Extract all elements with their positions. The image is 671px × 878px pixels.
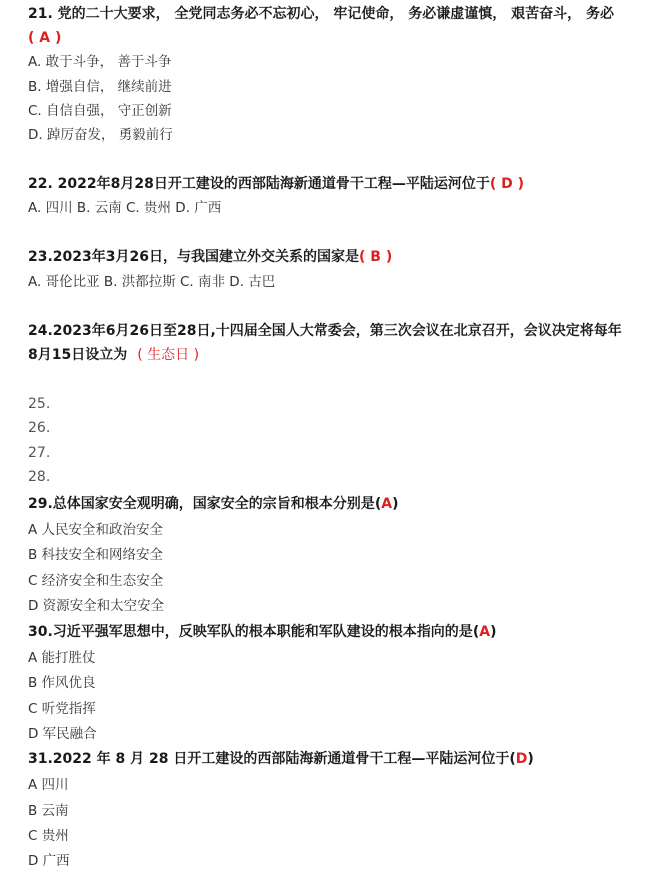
blank-25: 25. — [28, 396, 51, 412]
answer-31-close: ) — [527, 751, 534, 767]
question-21: 21. 党的二十大要求， 全党同志务必不忘初心， 牢记使命， 务必谦虚谨慎， 艰苦奋斗， 务必 — [28, 6, 615, 22]
option-21-d: D. 踔厉奋发， 勇毅前行 — [28, 127, 173, 143]
option-21-c: C. 自信自强， 守正创新 — [28, 103, 172, 119]
option-21-b: B. 增强自信， 继续前进 — [28, 79, 172, 95]
option-30-d: D 军民融合 — [28, 726, 97, 742]
answer-24: ( 生态日 ) — [137, 347, 200, 363]
answer-30-open: ( — [472, 624, 480, 640]
option-30-b: B 作风优良 — [28, 675, 96, 691]
question-31 — [28, 749, 534, 769]
option-29-b: B 科技安全和网络安全 — [28, 547, 164, 563]
option-30-c: C 听党指挥 — [28, 701, 96, 717]
blank-26: 26. — [28, 420, 51, 436]
answer-29-close: ) — [392, 496, 399, 512]
question-30 — [28, 622, 496, 642]
options-22: A. 四川 B. 云南 C. 贵州 D. 广西 — [28, 200, 222, 216]
question-29 — [28, 494, 398, 514]
question-29-text: 29.总体国家安全观明确，国家安全的宗旨和根本分别是 — [28, 496, 375, 512]
question-23-text: 23.2023年3月26日，与我国建立外交关系的国家是 — [28, 249, 359, 265]
question-24: 24.2023年6月26日至28日,十四届全国人大常委会，第三次会议在北京召开，会议决定将每年 — [28, 323, 622, 339]
question-24-text: 8月15日设立为 — [28, 347, 128, 363]
answer-23: ( B ) — [359, 249, 393, 265]
option-29-c: C 经济安全和生态安全 — [28, 573, 164, 589]
answer-30-close: ) — [490, 624, 497, 640]
options-23: A. 哥伦比亚 B. 洪都拉斯 C. 南非 D. 古巴 — [28, 274, 276, 290]
answer-22: ( D ) — [489, 176, 525, 192]
question-22-text: 22. 2022年8月28日开工建设的西部陆海新通道骨干工程—平陆运河位于 — [28, 176, 490, 192]
answer-21: ( A ) — [28, 30, 62, 46]
answer-29: A — [381, 496, 393, 512]
answer-30: A — [479, 624, 491, 640]
question-31-text: 31.2022 年 8 月 28 日开工建设的西部陆海新通道骨干工程—平陆运河位于 — [28, 751, 510, 767]
question-22 — [28, 174, 524, 194]
option-31-b: B 云南 — [28, 803, 69, 819]
option-31-a: A 四川 — [28, 777, 69, 793]
blank-28: 28. — [28, 469, 51, 485]
option-31-c: C 贵州 — [28, 828, 69, 844]
answer-29-open: ( — [374, 496, 382, 512]
question-24-line2 — [28, 345, 199, 365]
question-23 — [28, 247, 392, 267]
option-29-a: A 人民安全和政治安全 — [28, 522, 164, 538]
option-21-a: A. 敢于斗争， 善于斗争 — [28, 54, 172, 70]
option-31-d: D 广西 — [28, 853, 70, 869]
option-29-d: D 资源安全和太空安全 — [28, 598, 165, 614]
answer-31: D — [515, 751, 528, 767]
answer-31-open: ( — [509, 751, 516, 767]
option-30-a: A 能打胜仗 — [28, 650, 96, 666]
question-30-text: 30.习近平强军思想中，反映军队的根本职能和军队建设的根本指向的是 — [28, 624, 473, 640]
blank-27: 27. — [28, 445, 51, 461]
